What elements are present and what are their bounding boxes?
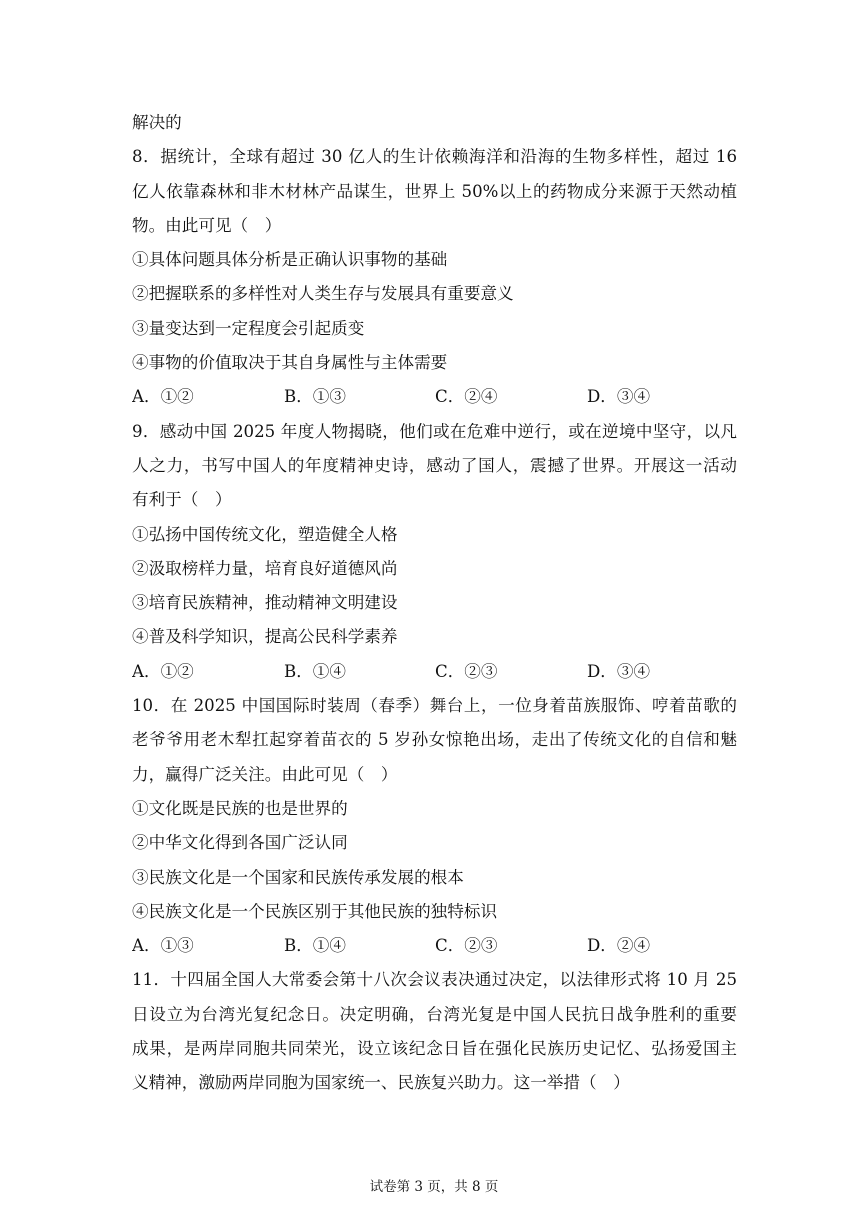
statement-option: ②中华文化得到各国广泛认同 — [132, 833, 348, 853]
question-stem-line: 11．十四届全国人大常委会第十八次会议表决通过决定，以法律形式将 10 月 25 — [132, 970, 737, 990]
statement-option: ②汲取榜样力量，培育良好道德风尚 — [132, 558, 398, 578]
question-stem-line: 10．在 2025 中国国际时装周（春季）舞台上，一位身着苗族服饰、哼着苗歌的 — [132, 696, 737, 716]
answer-choices — [132, 380, 737, 414]
previous-question-continuation: 解决的 — [132, 113, 182, 132]
choice-a: A．①② — [132, 661, 194, 681]
statement-option: ③民族文化是一个国家和民族传承发展的根本 — [132, 867, 464, 887]
question-stem-line: 人之力，书写中国人的年度精神史诗，感动了国人，震撼了世界。开展这一活动 — [132, 455, 737, 475]
statement-option: ①文化既是民族的也是世界的 — [132, 798, 348, 818]
question-stem-line: 亿人依靠森林和非木材林产品谋生，世界上 50%以上的药物成分来源于天然动植 — [132, 181, 737, 201]
page-number-footer: 试卷第 3 页，共 8 页 — [369, 1179, 499, 1195]
statement-option: ④普及科学知识，提高公民科学素养 — [132, 627, 398, 647]
statement-option: ②把握联系的多样性对人类生存与发展具有重要意义 — [132, 284, 514, 304]
choice-b: B．①④ — [284, 936, 346, 956]
statement-option: ③量变达到一定程度会引起质变 — [132, 318, 365, 338]
statement-option: ④事物的价值取决于其自身属性与主体需要 — [132, 353, 448, 373]
choice-a: A．①② — [132, 387, 194, 407]
statement-option: ④民族文化是一个民族区别于其他民族的独特标识 — [132, 901, 498, 921]
question-9 — [132, 415, 737, 689]
question-stem-line: 物。由此可见（ ） — [132, 215, 282, 235]
choice-d: D．③④ — [587, 387, 651, 407]
choice-c: C．②④ — [435, 387, 498, 407]
question-stem-line: 8．据统计，全球有超过 30 亿人的生计依赖海洋和沿海的生物多样性，超过 16 — [132, 147, 737, 167]
question-stem-line: 日设立为台湾光复纪念日。决定明确，台湾光复是中国人民抗日战争胜利的重要 — [132, 1004, 737, 1024]
choice-c: C．②③ — [435, 661, 498, 681]
exam-page-content — [132, 106, 737, 1101]
question-11 — [132, 963, 737, 1100]
question-8 — [132, 140, 737, 414]
question-stem-line: 义精神，激励两岸同胞为国家统一、民族复兴助力。这一举措（ ） — [132, 1073, 630, 1093]
question-stem-line: 力，赢得广泛关注。由此可见（ ） — [132, 764, 398, 784]
question-10 — [132, 689, 737, 963]
statement-option: ①弘扬中国传统文化，塑造健全人格 — [132, 524, 398, 544]
statement-option: ③培育民族精神，推动精神文明建设 — [132, 593, 398, 613]
question-stem-line: 老爷爷用老木犁扛起穿着苗衣的 5 岁孙女惊艳出场，走出了传统文化的自信和魅 — [132, 730, 737, 750]
answer-choices — [132, 929, 737, 963]
answer-choices — [132, 655, 737, 689]
choice-d: D．③④ — [587, 661, 651, 681]
statement-option: ①具体问题具体分析是正确认识事物的基础 — [132, 250, 448, 270]
question-stem-line: 成果，是两岸同胞共同荣光，设立该纪念日旨在强化民族历史记忆、弘扬爱国主 — [132, 1039, 737, 1059]
choice-d: D．②④ — [587, 936, 651, 956]
question-stem-line: 9．感动中国 2025 年度人物揭晓，他们或在危难中逆行，或在逆境中坚守，以凡 — [132, 421, 737, 441]
choice-b: B．①③ — [284, 387, 346, 407]
choice-a: A．①③ — [132, 936, 194, 956]
question-stem-line: 有利于（ ） — [132, 490, 232, 510]
choice-c: C．②③ — [435, 936, 498, 956]
choice-b: B．①④ — [284, 661, 346, 681]
